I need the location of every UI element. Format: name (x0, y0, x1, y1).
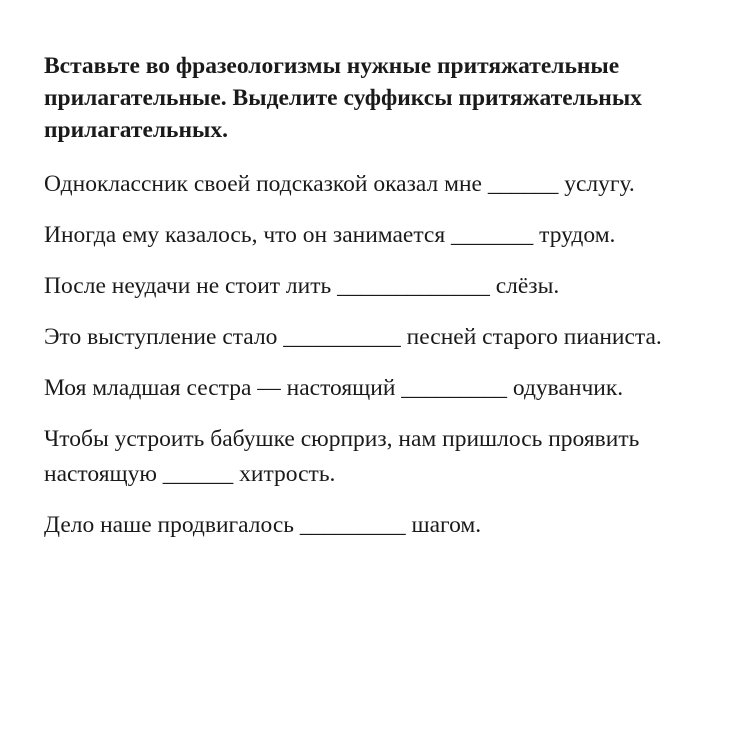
sentence-3: После неудачи не стоит лить _____________ слёзы. (44, 273, 560, 299)
sentence-7: Дело наше продвигалось _________ шагом. (44, 512, 482, 538)
sentence-6: Чтобы устроить бабушке сюрприз, нам пришлось проявить настоящую ______ хитрость. (44, 426, 640, 487)
sentence-4: Это выступление стало __________ песней старого пианиста. (44, 324, 662, 350)
task-instruction: Вставьте во фразеологизмы нужные притяжательные прилагательные. Выделите суффиксы притяжательных прилагательных. (44, 53, 642, 143)
sentence-2: Иногда ему казалось, что он занимается _______ трудом. (44, 222, 616, 248)
sentence-5: Моя младшая сестра — настоящий _________ одуванчик. (44, 375, 624, 401)
sentence-1: Одноклассник своей подсказкой оказал мне ______ услугу. (44, 171, 635, 197)
